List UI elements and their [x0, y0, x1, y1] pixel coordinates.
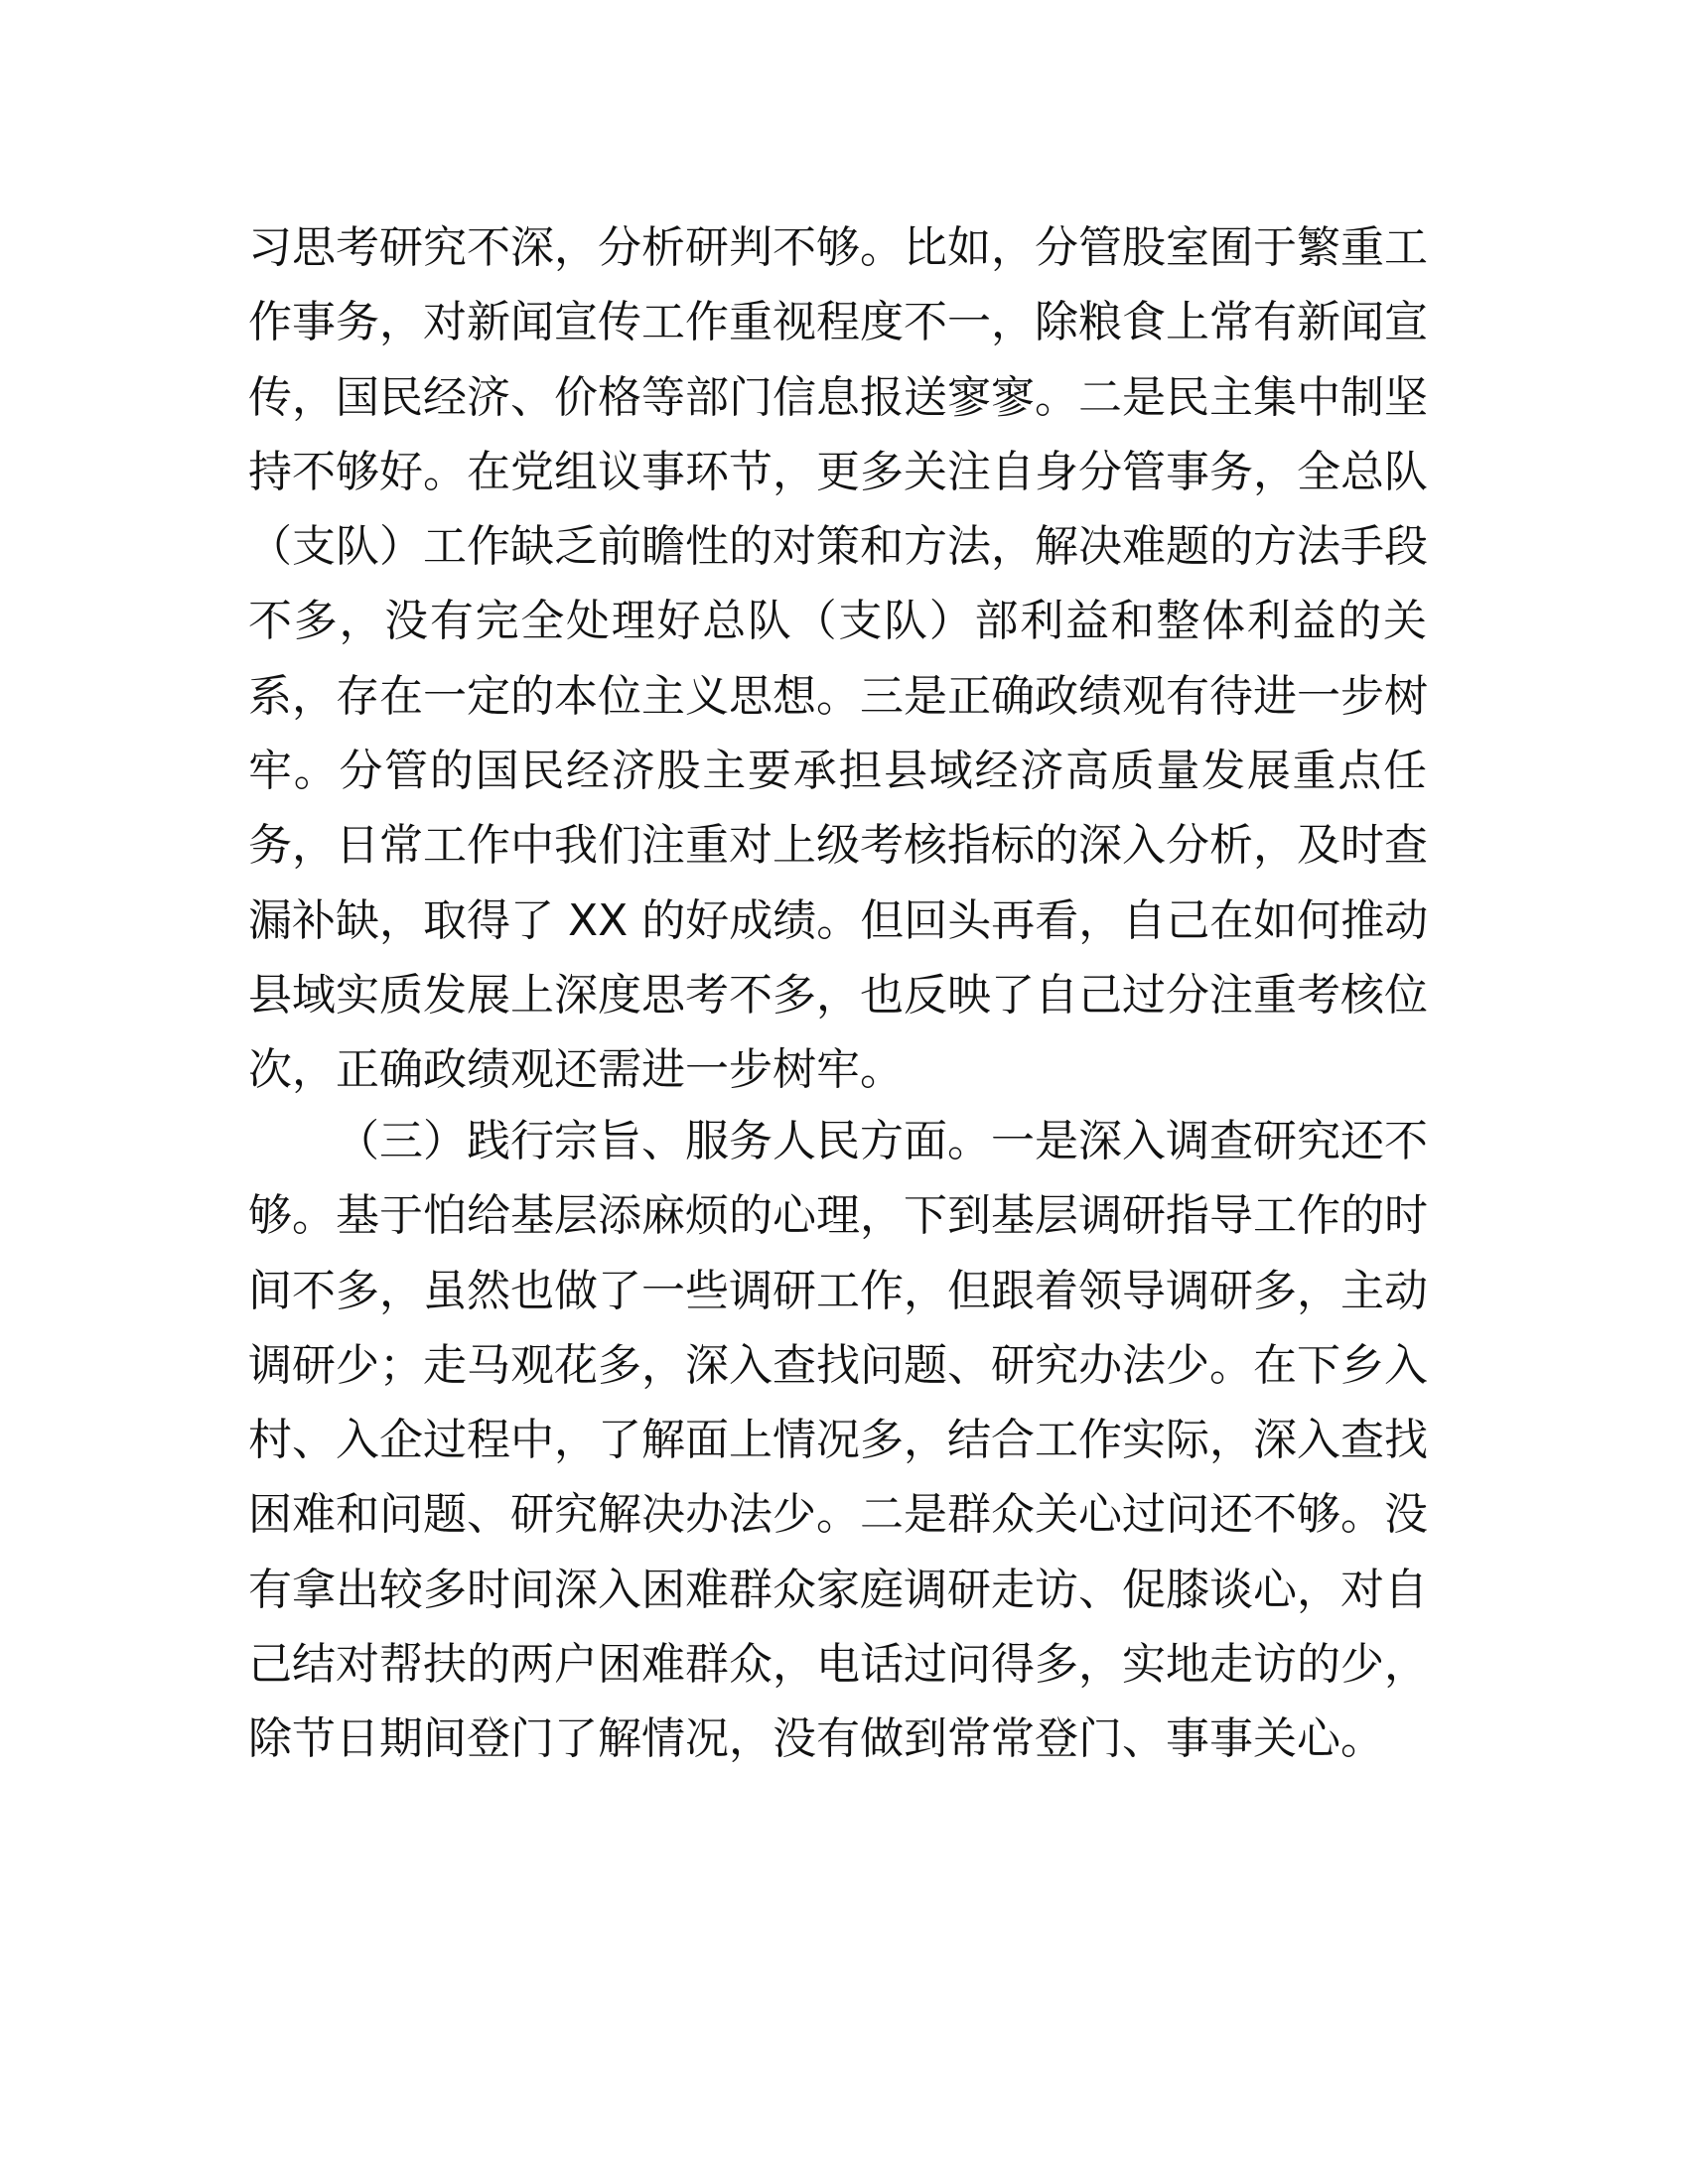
text-line: 次，正确政绩观还需进一步树牢。: [248, 1044, 904, 1096]
paragraph-2: [248, 1104, 1427, 1777]
text-line: 己结对帮扶的两户困难群众，电话过问得多，实地走访的少，: [248, 1639, 1428, 1691]
text-line: 困难和问题、研究解决办法少。二是群众关心过问还不够。没: [248, 1489, 1428, 1541]
text-line: 习思考研究不深，分析研判不够。比如，分管股室囿于繁重工: [248, 222, 1428, 273]
text-line: 系，存在一定的本位主义思想。三是正确政绩观有待进一步树: [248, 670, 1428, 722]
text-line: 持不够好。在党组议事环节，更多关注自身分管事务，全总队: [248, 446, 1428, 497]
text-line: 除节日期间登门了解情况，没有做到常常登门、事事关心。: [248, 1713, 1384, 1765]
text-line: 间不多，虽然也做了一些调研工作，但跟着领导调研多，主动: [248, 1265, 1428, 1316]
paragraph-1: [248, 210, 1427, 1108]
text-line: 有拿出较多时间深入困难群众家庭调研走访、促膝谈心，对自: [248, 1564, 1428, 1615]
text-line: 调研少；走马观花多，深入查找问题、研究办法少。在下乡入: [248, 1339, 1428, 1391]
text-line: 不多，没有完全处理好总队（支队）部利益和整体利益的关: [248, 596, 1427, 647]
text-line: 漏补缺，取得了 XX 的好成绩。但回头再看，自己在如何推动: [248, 894, 1429, 946]
text-line: 村、入企过程中，了解面上情况多，结合工作实际，深入查找: [248, 1415, 1428, 1466]
text-line: 够。基于怕给基层添麻烦的心理，下到基层调研指导工作的时: [248, 1190, 1428, 1242]
text-line: 县域实质发展上深度思考不多，也反映了自己过分注重考核位: [248, 969, 1428, 1021]
text-line: 作事务，对新闻宣传工作重视程度不一，除粮食上常有新闻宣: [248, 297, 1428, 348]
text-line: （三）践行宗旨、服务人民方面。一是深入调查研究还不: [336, 1116, 1428, 1166]
text-line: 牢。分管的国民经济股主要承担县域经济高质量发展重点任: [248, 746, 1427, 797]
text-line: （支队）工作缺乏前瞻性的对策和方法，解决难题的方法手段: [248, 521, 1428, 573]
text-line: 务，日常工作中我们注重对上级考核指标的深入分析，及时查: [248, 820, 1428, 872]
text-line: 传，国民经济、价格等部门信息报送寥寥。二是民主集中制坚: [248, 371, 1428, 423]
